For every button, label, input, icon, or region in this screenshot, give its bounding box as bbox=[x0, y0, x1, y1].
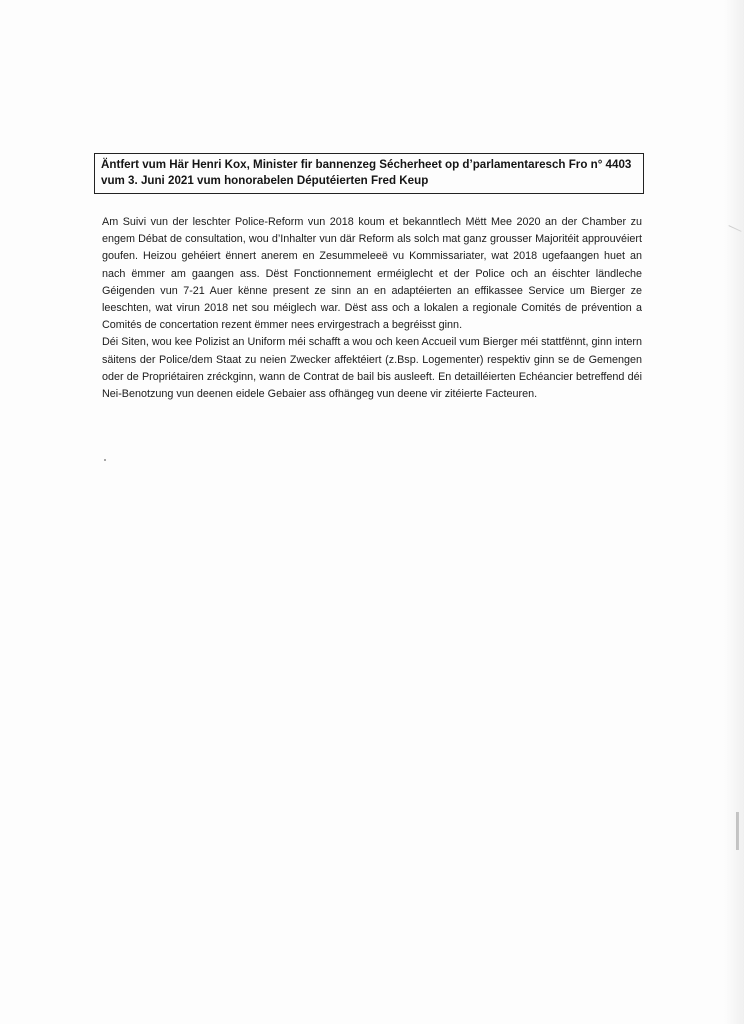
scan-edge-shadow bbox=[724, 0, 744, 1024]
document-title-box bbox=[94, 153, 644, 194]
paragraph-1: Am Suivi vun der leschter Police-Reform vun 2018 koum et bekanntlech Mëtt Mee 2020 an der Chamber zu engem Débat de consultation, wou d’Inhalter vun där Reform als solch mat ganz grousser Majoritéit approuvéiert goufen. Heizou gehéiert ënnert anerem en Zesummeleeë vu Kommissariater, wat 2018 ugefaangen huet an nach ëmmer am gaangen ass. Dëst Fonctionnement erméiglecht et der Police och an éischter ländleche Géigenden vun 7-21 Auer kënne present ze sinn an en adaptéierten an effikassee Service um Bierger ze leeschten, wat virun 2018 net sou méiglech war. Dëst ass och a lokalen a regionale Comités de prévention a Comités de concertation rezent ëmmer nees ervirgestrach a begréisst ginn. bbox=[102, 216, 642, 332]
scan-speck bbox=[104, 459, 106, 461]
document-title: Äntfert vum Här Henri Kox, Minister fir bannenzeg Sécherheet op d’parlamentaresch Fro n° 4403 vum 3. Juni 2021 vum honorabelen Députéierten Fred Keup bbox=[101, 158, 632, 187]
paragraph-2: Déi Siten, wou kee Polizist an Uniform méi schafft a wou och keen Accueil vum Bierger méi stattfënnt, ginn intern säitens der Police/dem Staat zu neien Zwecker affektéiert (z.Bsp. Logementer) respektiv ginn se de Gemengen oder de Propriétairen zréckginn, wann de Contrat de bail bis ausleeft. En detailléierten Echéancier betreffend déi Nei-Benotzung vun deenen eidele Gebaier ass ofhängeg vun deene vir zitéierte Facteuren. bbox=[102, 336, 642, 401]
document-body bbox=[102, 214, 642, 403]
